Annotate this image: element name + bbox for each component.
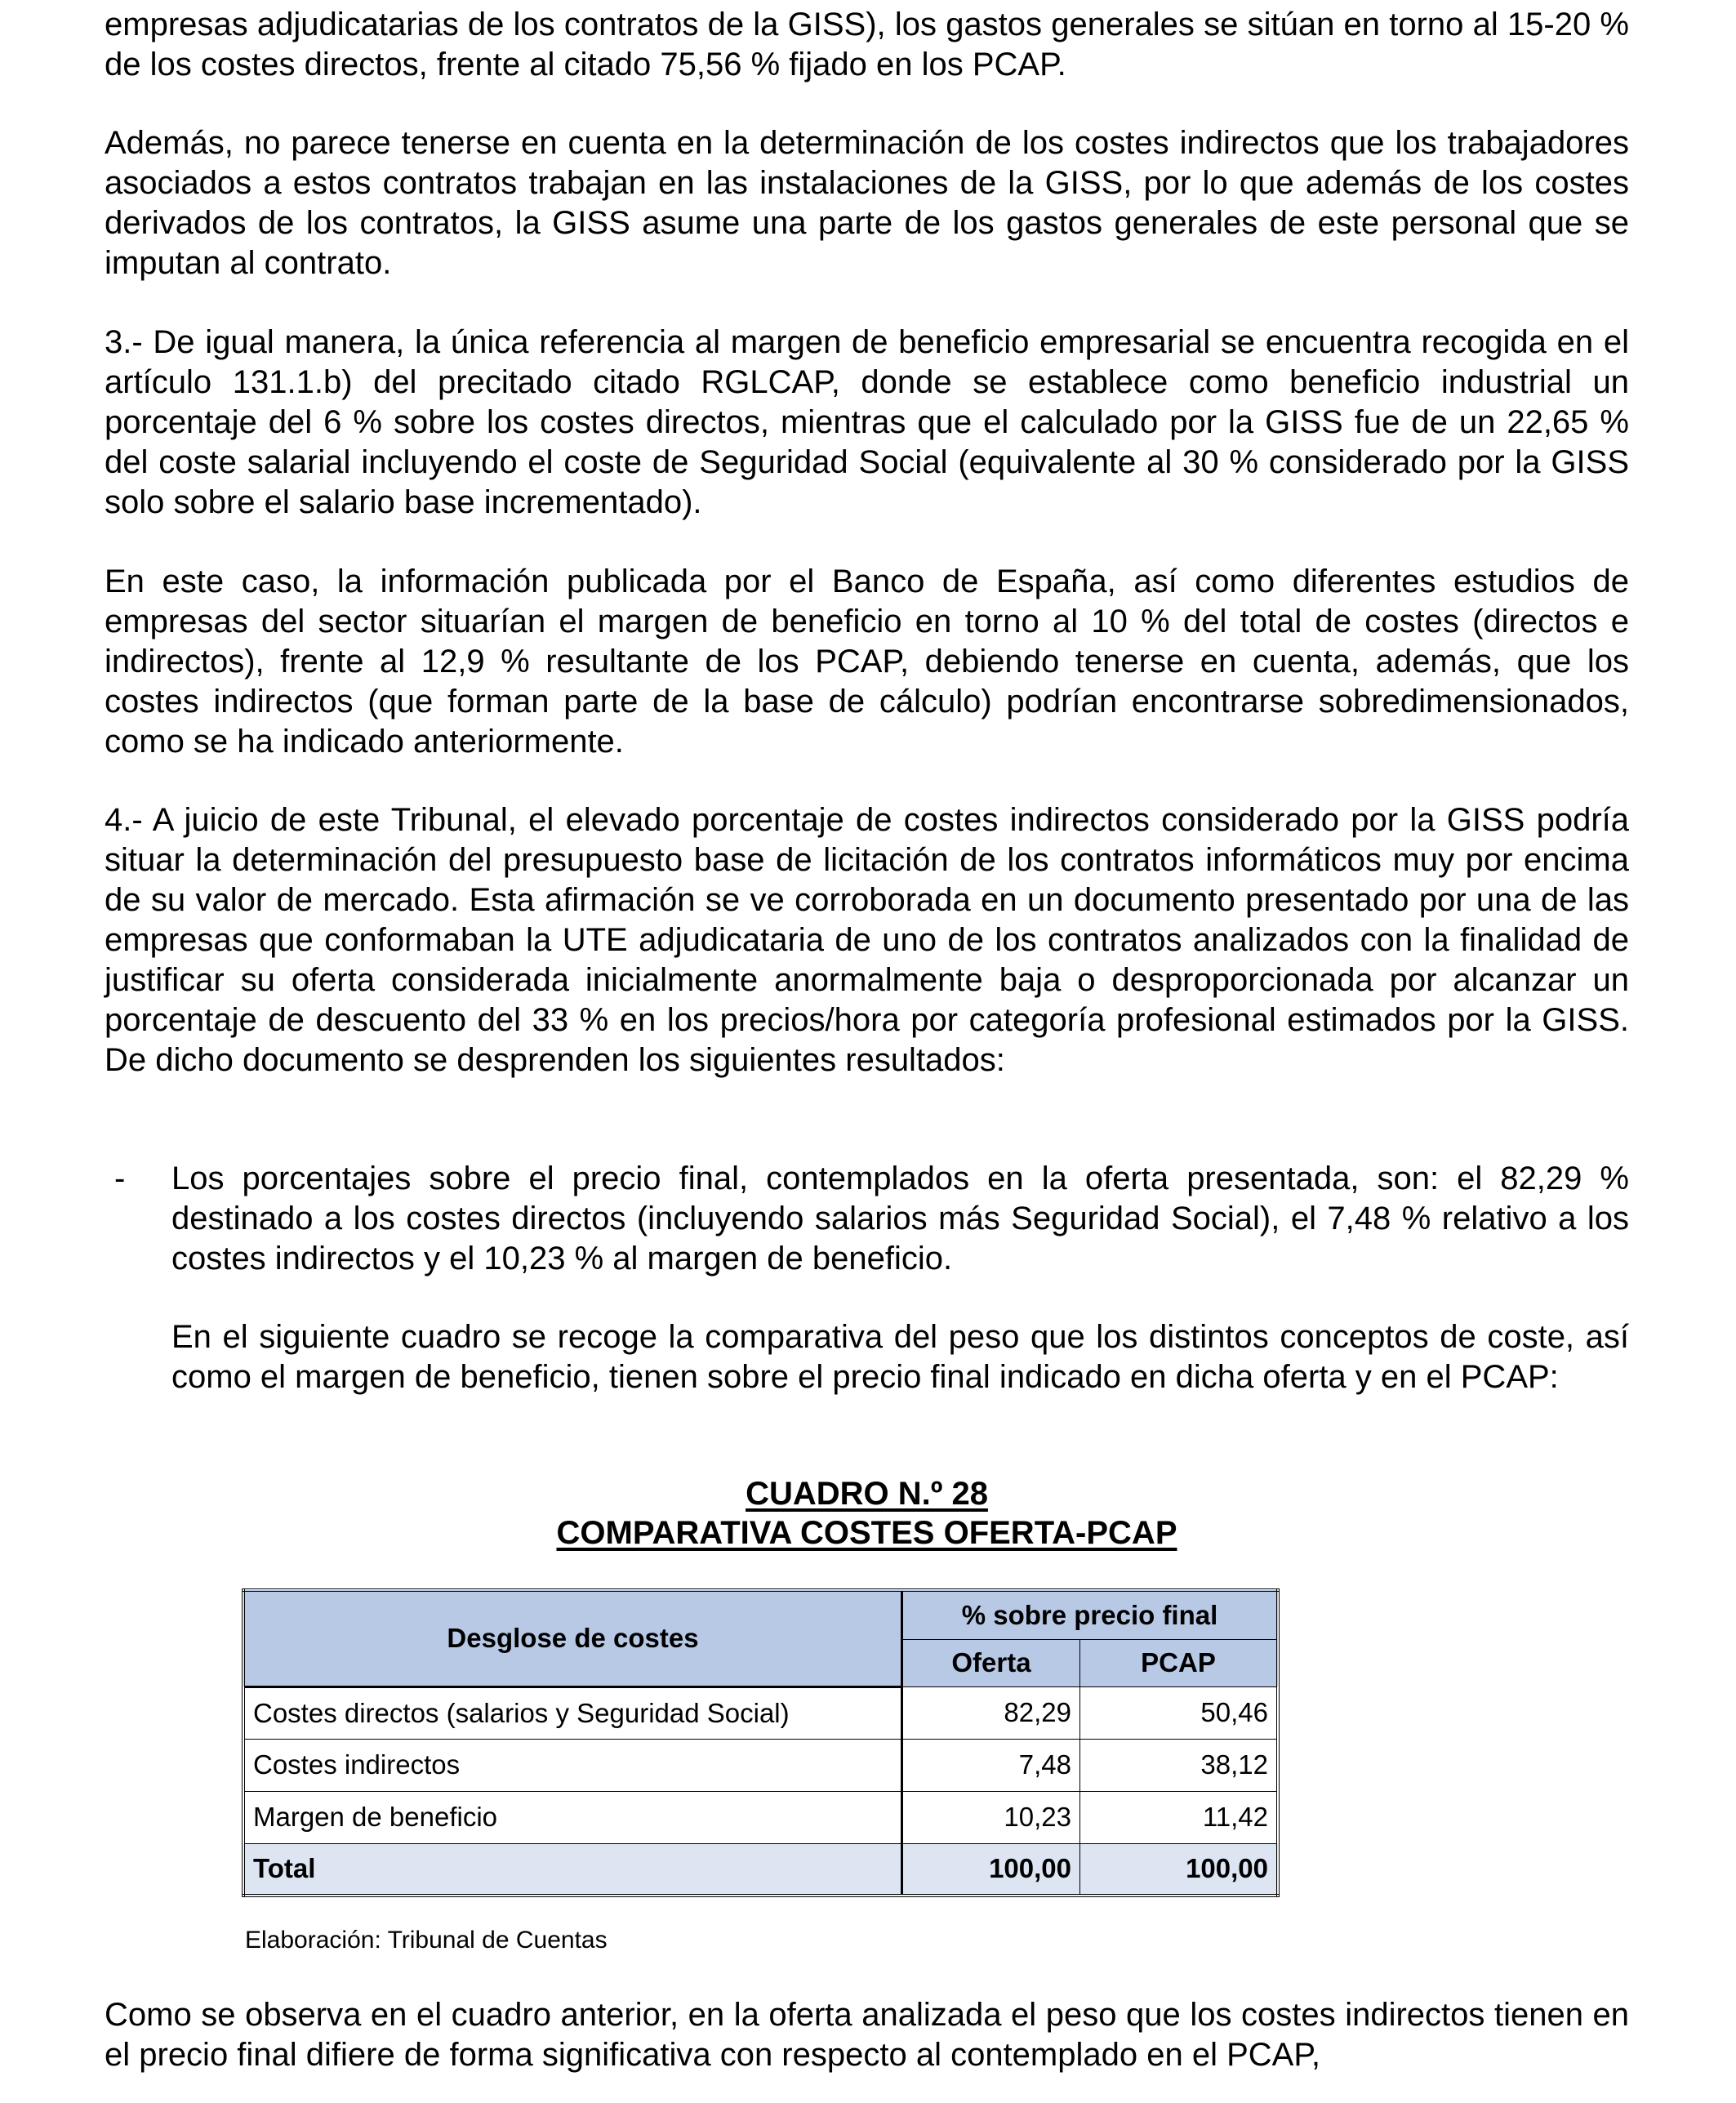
table-row [243,1686,1278,1739]
total-oferta: 100,00 [902,1843,1080,1896]
table-total-row [243,1843,1278,1896]
row-pcap: 50,46 [1080,1686,1279,1739]
row-concept: Costes indirectos [243,1739,902,1791]
table-title-number: CUADRO N.º 28 [746,1476,988,1512]
table-title-text: COMPARATIVA COSTES OFERTA-PCAP [556,1515,1177,1551]
comparison-table [242,1588,1280,1897]
bullet-cuadro-intro: En el siguiente cuadro se recoge la comparativa del peso que los distintos conceptos de coste, así como el margen de beneficio, tienen sobre el precio final indicado en dicha oferta y en el PCAP: [171,1319,1629,1395]
total-concept: Total [243,1843,902,1896]
table-row [243,1739,1278,1791]
table-row [243,1791,1278,1843]
header-pcap: PCAP [1080,1639,1279,1686]
header-porcentaje: % sobre precio final [902,1590,1279,1639]
paragraph-margen-beneficio: 3.- De igual manera, la única referencia al margen de beneficio empresarial se encuentra recogida en el artículo 131.1.b) del precitado citado RGLCAP, donde se establece como beneficio industrial un porcentaje del 6 % sobre los costes directos, mientras que el calculado por la GISS fue de un 22,65 % del coste salarial incluyendo el coste de Seguridad Social (equivalente al 30 % considerado por la GISS solo sobre el salario base incrementado). [105,324,1629,520]
table-title [105,1474,1629,1553]
row-pcap: 38,12 [1080,1739,1279,1791]
paragraph-banco-espana: En este caso, la información publicada por el Banco de España, así como diferentes estudios de empresas del sector situarían el margen de beneficio en torno al 10 % del total de costes (directos e indirectos), frente al 12,9 % resultante de los PCAP, debiendo tenerse en cuenta, además, que los costes indirectos (que forman parte de la base de cálculo) podrían encontrarse sobredimensionados, como se ha indicado anteriormente. [105,564,1629,760]
paragraph-juicio-tribunal: 4.- A juicio de este Tribunal, el elevado porcentaje de costes indirectos considerado por la GISS podría situar la determinación del presupuesto base de licitación de los contratos informáticos muy por encima de su valor de mercado. Esta afirmación se ve corroborada en un documento presentado por una de las empresas que conformaban la UTE adjudicataria de uno de los contratos analizados con la finalidad de justificar su oferta considerada inicialmente anormalmente baja o desproporcionada por alcanzar un porcentaje de descuento del 33 % en los precios/hora por categoría profesional estimados por la GISS. De dicho documento se desprenden los siguientes resultados: [105,802,1629,1078]
paragraph-costes-indirectos: Además, no parece tenerse en cuenta en la determinación de los costes indirectos que los trabajadores asociados a estos contratos trabajan en las instalaciones de la GISS, por lo que además de los costes derivados de los contratos, la GISS asume una parte de los gastos generales de este personal que se imputan al contrato. [105,125,1629,281]
row-concept: Costes directos (salarios y Seguridad Social) [243,1686,902,1739]
row-concept: Margen de beneficio [243,1791,902,1843]
row-oferta: 82,29 [902,1686,1080,1739]
row-oferta: 7,48 [902,1739,1080,1791]
table-source: Elaboración: Tribunal de Cuentas [245,1927,608,1954]
header-desglose: Desglose de costes [243,1590,902,1686]
bullet-dash: - [114,1161,126,1196]
row-oferta: 10,23 [902,1791,1080,1843]
bullet-porcentajes: Los porcentajes sobre el precio final, contemplados en la oferta presentada, son: el 82,29 % destinado a los costes directos (incluyendo salarios más Seguridad Social), el 7,48 % relativo a los costes indirectos y el 10,23 % al margen de beneficio. [171,1161,1629,1277]
paragraph-gastos-generales: empresas adjudicatarias de los contratos de la GISS), los gastos generales se sitúan en torno al 15-20 % de los costes directos, frente al citado 75,56 % fijado en los PCAP. [105,7,1629,82]
header-oferta: Oferta [902,1639,1080,1686]
paragraph-conclusion: Como se observa en el cuadro anterior, en la oferta analizada el peso que los costes indirectos tienen en el precio final difiere de forma significativa con respecto al contemplado en el PCAP, [105,1997,1629,2073]
total-pcap: 100,00 [1080,1843,1279,1896]
row-pcap: 11,42 [1080,1791,1279,1843]
